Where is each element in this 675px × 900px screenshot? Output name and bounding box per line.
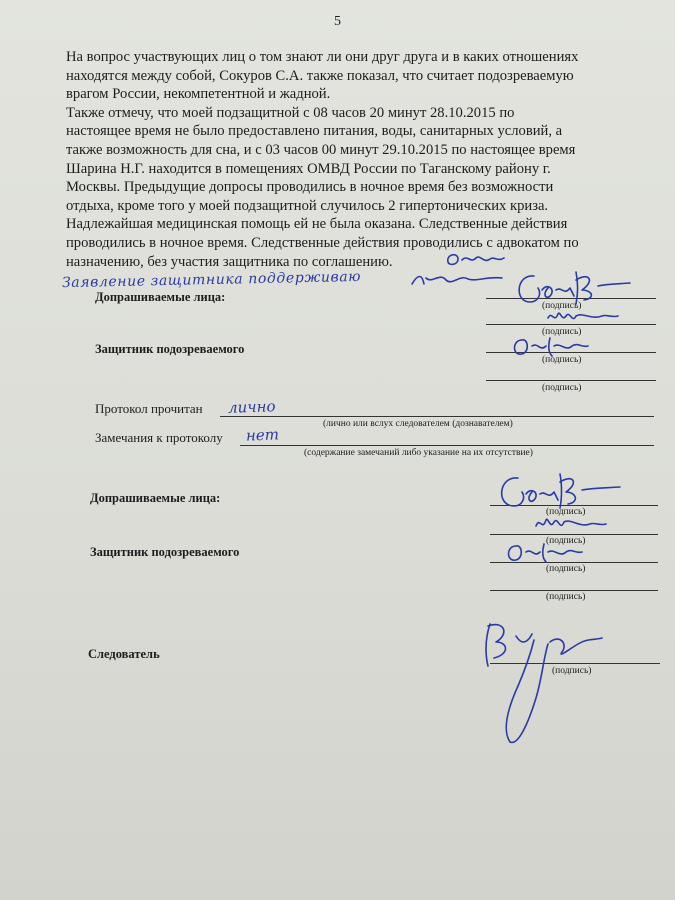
body-line: также возможность для сна, и с 03 часов 00 минут 29.10.2015 по настоящее время — [66, 141, 576, 158]
signature-caption: (подпись) — [542, 355, 582, 365]
interrogated-label: Допрашиваемые лица: — [95, 290, 226, 304]
protocol-read-value: лично — [227, 397, 276, 417]
body-line: Шарина Н.Г. находится в помещениях ОМВД России по Таганскому району г. — [66, 160, 551, 177]
signature-caption: (подпись) — [546, 564, 586, 574]
signature-investigator — [478, 612, 618, 750]
signature-defender-inline — [444, 250, 514, 270]
signature-sokurov — [494, 470, 644, 514]
handwritten-statement: Заявление защитника поддерживаю — [61, 268, 362, 292]
remarks-value: нет — [245, 425, 280, 445]
signature-caption: (подпись) — [552, 666, 592, 676]
signature-line — [486, 380, 656, 381]
body-line: находятся между собой, Сокуров С.А. также показал, что считает подозреваемую — [66, 67, 574, 84]
body-line: настоящее время не было предоставлено питания, воды, санитарных условий, а — [66, 123, 563, 140]
signature-sharina — [530, 512, 610, 536]
body-line: Также отмечу, что моей подзащитной с 08 часов 20 минут 28.10.2015 по — [66, 104, 515, 121]
protocol-read-caption: (лично или вслух следователем (дознавателем) — [323, 419, 513, 429]
body-line: Надлежайшая медицинская помощь ей не была оказана. Следственные действия — [66, 216, 568, 233]
protocol-read-line — [220, 416, 654, 417]
signature-defender — [506, 540, 586, 564]
investigator-label: Следователь — [88, 647, 160, 661]
page-number: 5 — [334, 14, 341, 29]
signature-statement — [410, 270, 510, 290]
remarks-line — [240, 445, 654, 446]
signature-caption: (подпись) — [546, 592, 586, 602]
body-text — [66, 48, 656, 271]
body-line: врагом России, некомпетентной и жадной. — [66, 86, 331, 103]
interrogated-label: Допрашиваемые лица: — [90, 491, 221, 505]
signature-caption: (подпись) — [542, 327, 582, 337]
signature-sharina — [542, 306, 622, 328]
body-line: проводились в ночное время. Следственные действия проводились с адвокатом по — [66, 234, 579, 251]
signature-caption: (подпись) — [542, 383, 582, 393]
signature-caption: (подпись) — [542, 301, 582, 311]
defender-label: Защитник подозреваемого — [95, 342, 245, 356]
defender-label: Защитник подозреваемого — [90, 545, 240, 559]
signature-caption: (подпись) — [546, 507, 586, 517]
body-line: назначению, без участия защитника по соглашению. — [66, 253, 393, 270]
protocol-read-label: Протокол прочитан — [95, 401, 203, 416]
remarks-label: Замечания к протоколу — [95, 430, 223, 445]
signature-sokurov — [512, 268, 652, 310]
body-line: На вопрос участвующих лиц о том знают ли они друг друга и в каких отношениях — [66, 49, 579, 65]
body-line: отдыха, кроме того у моей подзащитной случилось 2 гипертонических криза. — [66, 197, 549, 214]
signature-caption: (подпись) — [546, 536, 586, 546]
signature-line — [490, 590, 658, 591]
body-line: Москвы. Предыдущие допросы проводились в ночное время без возможности — [66, 179, 554, 196]
signature-defender — [512, 334, 592, 358]
remarks-caption: (содержание замечаний либо указание на их отсутствие) — [304, 448, 533, 458]
